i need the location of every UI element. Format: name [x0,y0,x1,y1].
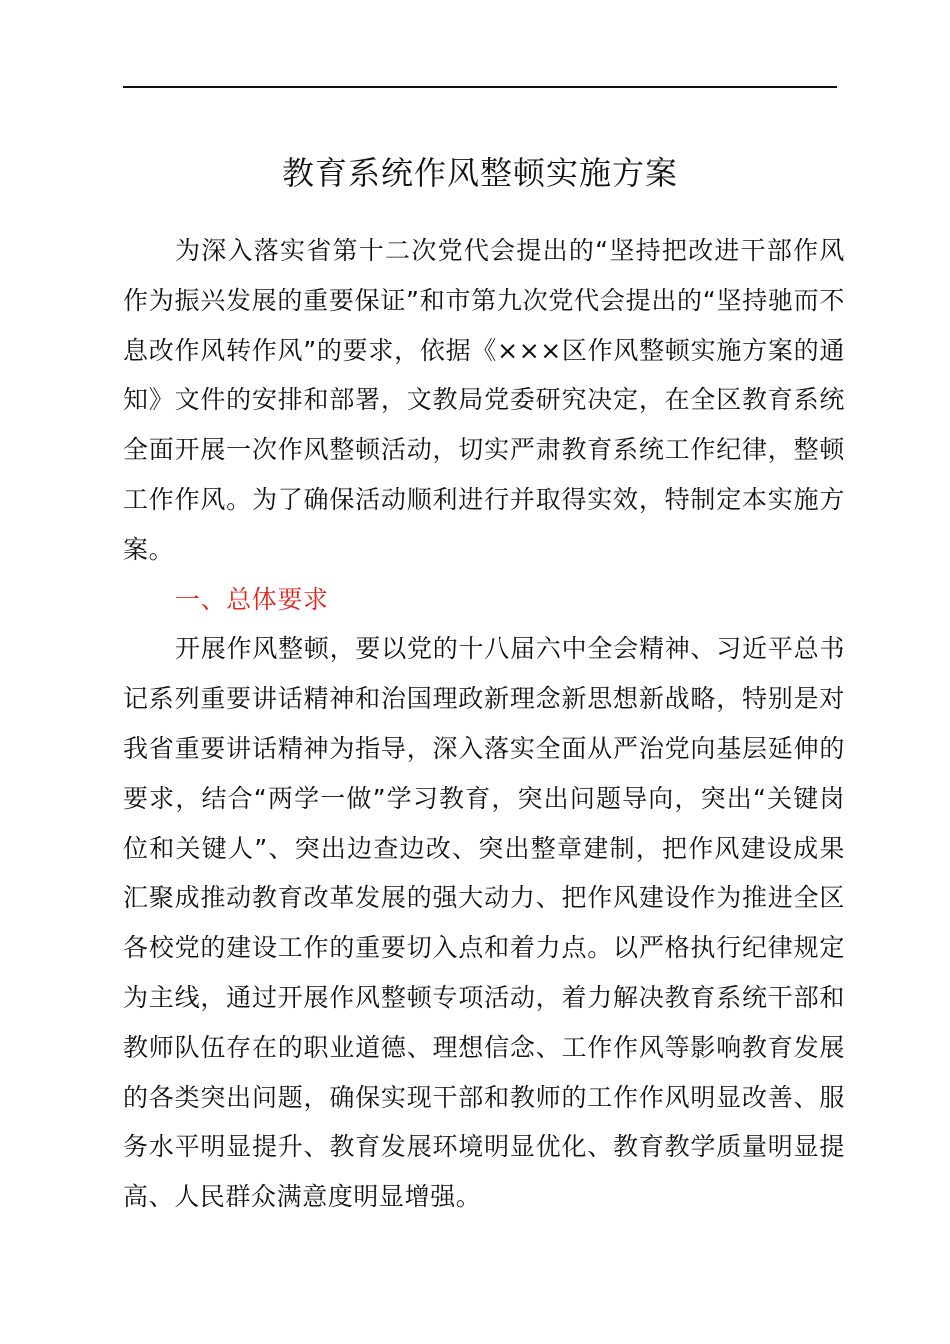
header-rule [123,86,837,88]
intro-paragraph: 为深入落实省第十二次党代会提出的“坚持把改进干部作风作为振兴发展的重要保证”和市第九次党代会提出的“坚持驰而不息改作风转作风”的要求，依据《×××区作风整顿实施方案的通知》文件的安排和部署，文教局党委研究决定，在全区教育系统全面开展一次作风整顿活动，切实严肃教育系统工作纪律，整顿工作作风。为了确保活动顺利进行并取得实效，特制定本实施方案。 [123,236,845,564]
document-title: 教育系统作风整顿实施方案 [281,154,678,192]
document-body [123,226,845,1222]
general-requirements-paragraph: 开展作风整顿，要以党的十八届六中全会精神、习近平总书记系列重要讲话精神和治国理政新理念新思想新战略，特别是对我省重要讲话精神为指导，深入落实全面从严治党向基层延伸的要求，结合“两学一做”学习教育，突出问题导向，突出“关键岗位和关键人”、突出边查边改、突出整章建制，把作风建设成果汇聚成推动教育改革发展的强大动力、把作风建设作为推进全区各校党的建设工作的重要切入点和着力点。以严格执行纪律规定为主线，通过开展作风整顿专项活动，着力解决教育系统干部和教师队伍存在的职业道德、理想信念、工作作风等影响教育发展的各类突出问题，确保实现干部和教师的工作作风明显改善、服务水平明显提升、教育发展环境明显优化、教育教学质量明显提高、人民群众满意度明显增强。 [123,634,845,1212]
section-heading-general-requirements: 一、总体要求 [175,584,329,614]
